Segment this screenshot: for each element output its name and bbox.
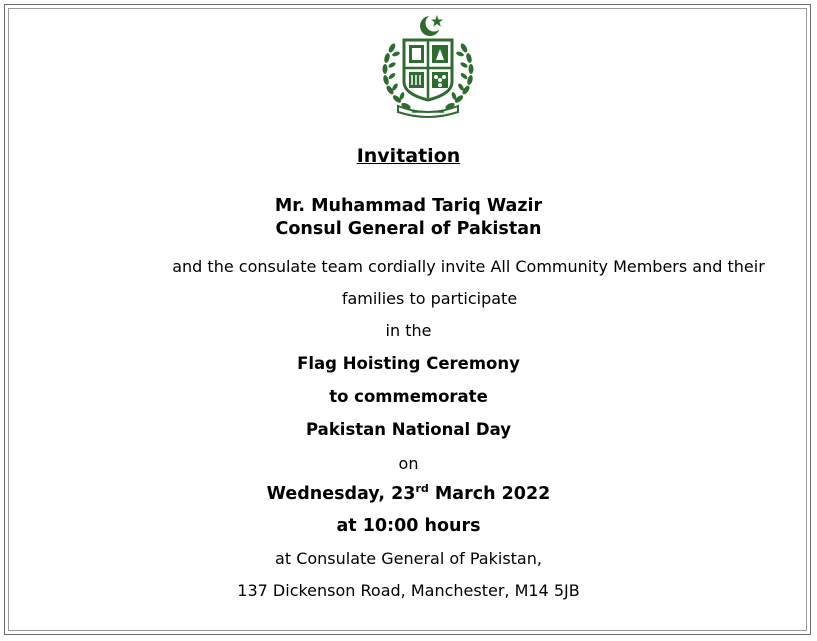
on-text: on <box>398 454 419 473</box>
event-time: at 10:00 hours <box>336 516 481 536</box>
invitation-title: Invitation <box>356 145 461 167</box>
occasion-name: Pakistan National Day <box>306 420 511 439</box>
state-emblem-of-pakistan-icon <box>374 12 482 120</box>
venue-line-2: 137 Dickenson Road, Manchester, M14 5JB <box>237 581 580 600</box>
invite-text-line-2: families to participate <box>341 289 518 308</box>
date-ordinal-suffix: rd <box>415 482 429 496</box>
crescent-star-icon <box>420 15 443 37</box>
event-date <box>0 484 817 504</box>
shield-icon <box>404 40 452 100</box>
event-name: Flag Hoisting Ceremony <box>297 354 520 373</box>
date-month-year: March 2022 <box>428 484 551 504</box>
host-title: Consul General of Pakistan <box>275 219 542 239</box>
date-weekday: Wednesday, 23 <box>266 484 416 504</box>
commemorate-text: to commemorate <box>329 387 488 406</box>
host-name: Mr. Muhammad Tariq Wazir <box>274 196 543 216</box>
in-the-text: in the <box>385 321 432 340</box>
invite-text-line-1: and the consulate team cordially invite All Community Members and their <box>172 257 765 276</box>
venue-line-1: at Consulate General of Pakistan, <box>275 549 542 568</box>
